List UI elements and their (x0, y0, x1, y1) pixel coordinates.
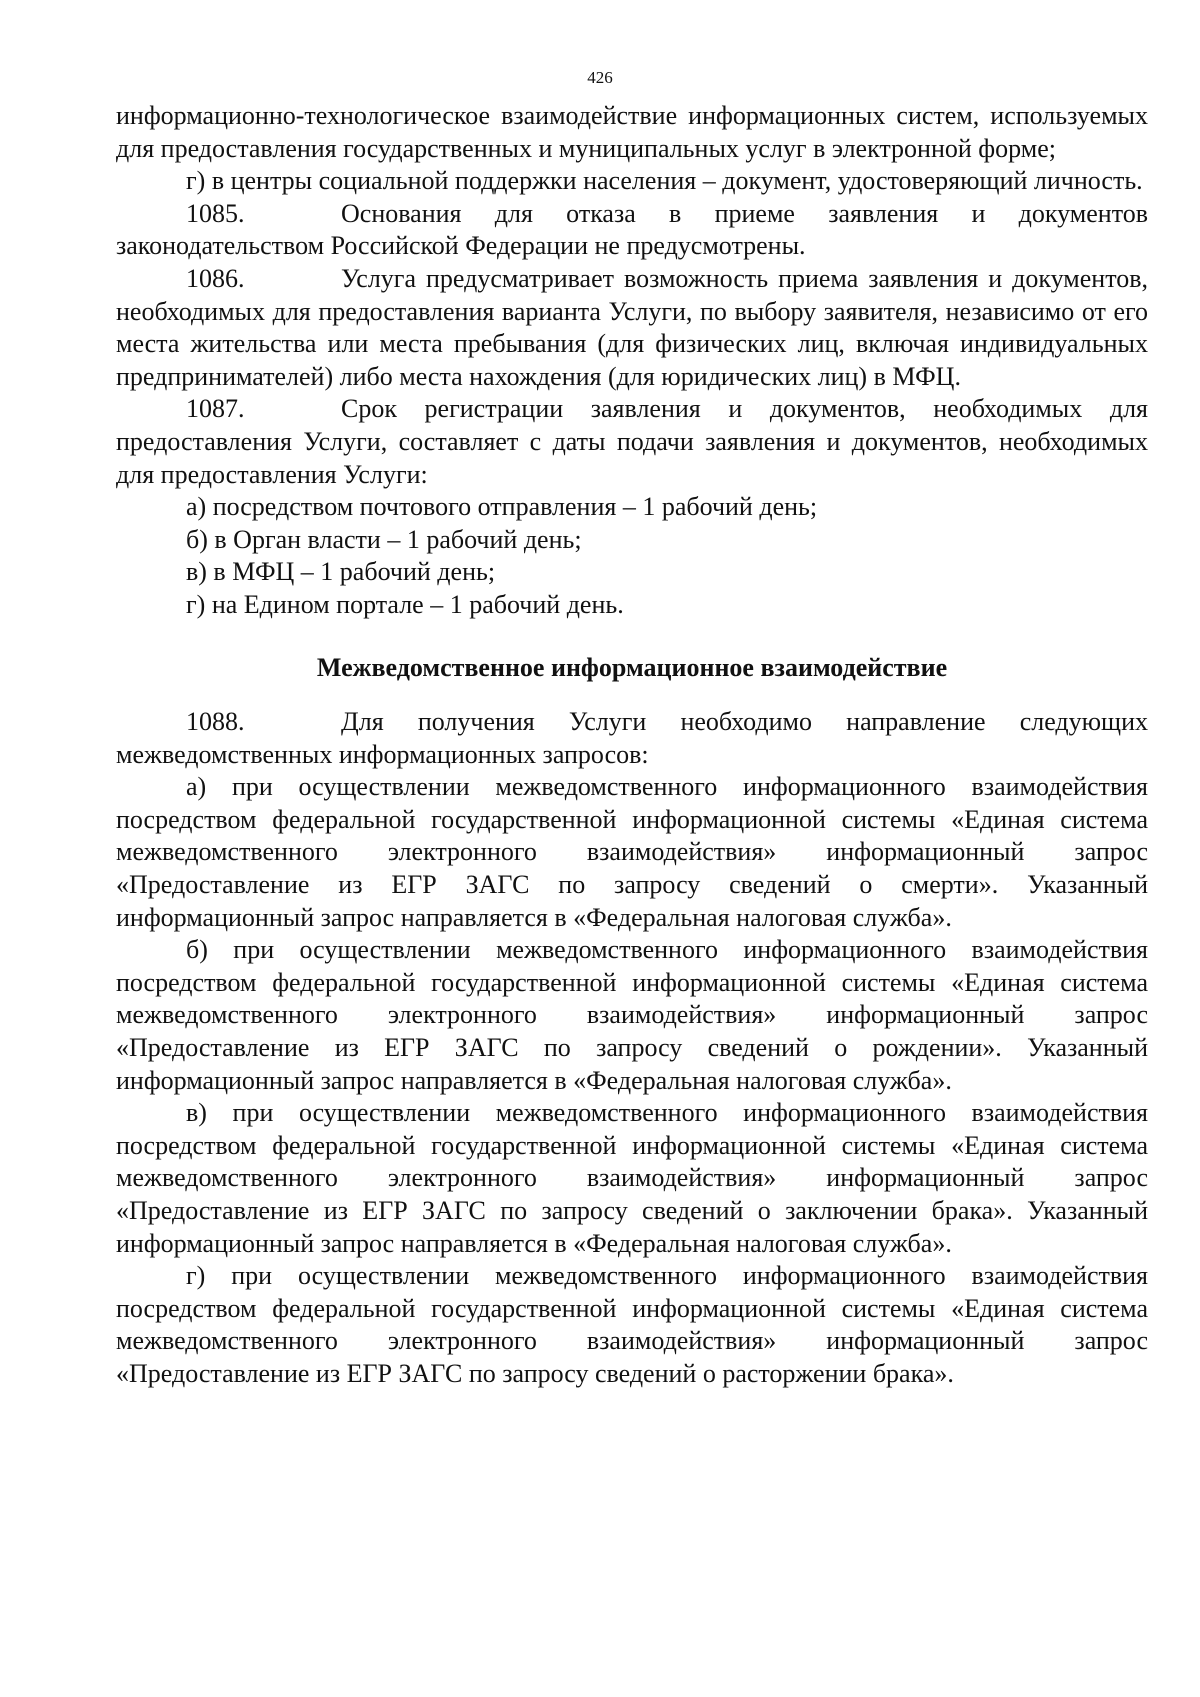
list-item: б) при осуществлении межведомственного информационного взаимодействия посредством федеральной государственной информационной системы «Единая система межведомственного электронного взаимодействия» информационный запрос «Предоставление из ЕГР ЗАГС по запросу сведений о рождении». Указанный информационный запрос направляется в «Федеральная налоговая служба». (116, 935, 1148, 1095)
paragraph-text: Основания для отказа в приеме заявления и документов законодательством Российской Федерации не предусмотрены. (116, 198, 1148, 261)
list-item: б) в Орган власти – 1 рабочий день; (186, 524, 582, 554)
list-item: г) на Едином портале – 1 рабочий день. (186, 589, 624, 619)
paragraph-1086 (116, 263, 1148, 393)
paragraph-1087 (116, 393, 1148, 491)
paragraph-number: 1086. (186, 263, 245, 293)
spacer (116, 622, 1148, 652)
paragraph-1085 (116, 198, 1148, 263)
paragraph-continuation: информационно-технологическое взаимодействие информационных систем, используемых для предоставления государственных и муниципальных услуг в электронной форме; (116, 101, 1148, 163)
list-item: в) в МФЦ – 1 рабочий день; (186, 557, 496, 587)
paragraph-item-g-identity: г) в центры социальной поддержки населения – документ, удостоверяющий личность. (186, 166, 1143, 196)
spacer (116, 684, 1148, 706)
document-body (116, 100, 1148, 1391)
paragraph-1088 (116, 706, 1148, 771)
page-number: 426 (587, 68, 613, 87)
paragraph-number: 1088. (186, 707, 245, 737)
list-item: в) при осуществлении межведомственного информационного взаимодействия посредством федеральной государственной информационной системы «Единая система межведомственного электронного взаимодействия» информационный запрос «Предоставление из ЕГР ЗАГС по запросу сведений о заключении брака». Указанный информационный запрос направляется в «Федеральная налоговая служба». (116, 1098, 1148, 1258)
list-item: г) при осуществлении межведомственного информационного взаимодействия посредством федеральной государственной информационной системы «Единая система межведомственного электронного взаимодействия» информационный запрос «Предоставление из ЕГР ЗАГС по запросу сведений о расторжении брака». (116, 1261, 1148, 1388)
paragraph-number: 1085. (186, 198, 245, 228)
paragraph-number: 1087. (186, 394, 245, 424)
paragraph-text: Для получения Услуги необходимо направление следующих межведомственных информационных запросов: (116, 707, 1148, 769)
paragraph-text: Срок регистрации заявления и документов, необходимых для предоставления Услуги, составляет с даты подачи заявления и документов, необходимых для предоставления Услуги: (116, 394, 1148, 489)
paragraph-text: Услуга предусматривает возможность приема заявления и документов, необходимых для предоставления варианта Услуги, по выбору заявителя, независимо от его места жительства или места пребывания (для физических лиц, включая индивидуальных предпринимателей) либо места нахождения (для юридических лиц) в МФЦ. (116, 263, 1148, 391)
list-item: а) посредством почтового отправления – 1 рабочий день; (186, 492, 818, 522)
section-heading: Межведомственное информационное взаимодействие (316, 652, 948, 682)
list-item: а) при осуществлении межведомственного информационного взаимодействия посредством федеральной государственной информационной системы «Единая система межведомственного электронного взаимодействия» информационный запрос «Предоставление из ЕГР ЗАГС по запросу сведений о смерти». Указанный информационный запрос направляется в «Федеральная налоговая служба». (116, 772, 1148, 932)
